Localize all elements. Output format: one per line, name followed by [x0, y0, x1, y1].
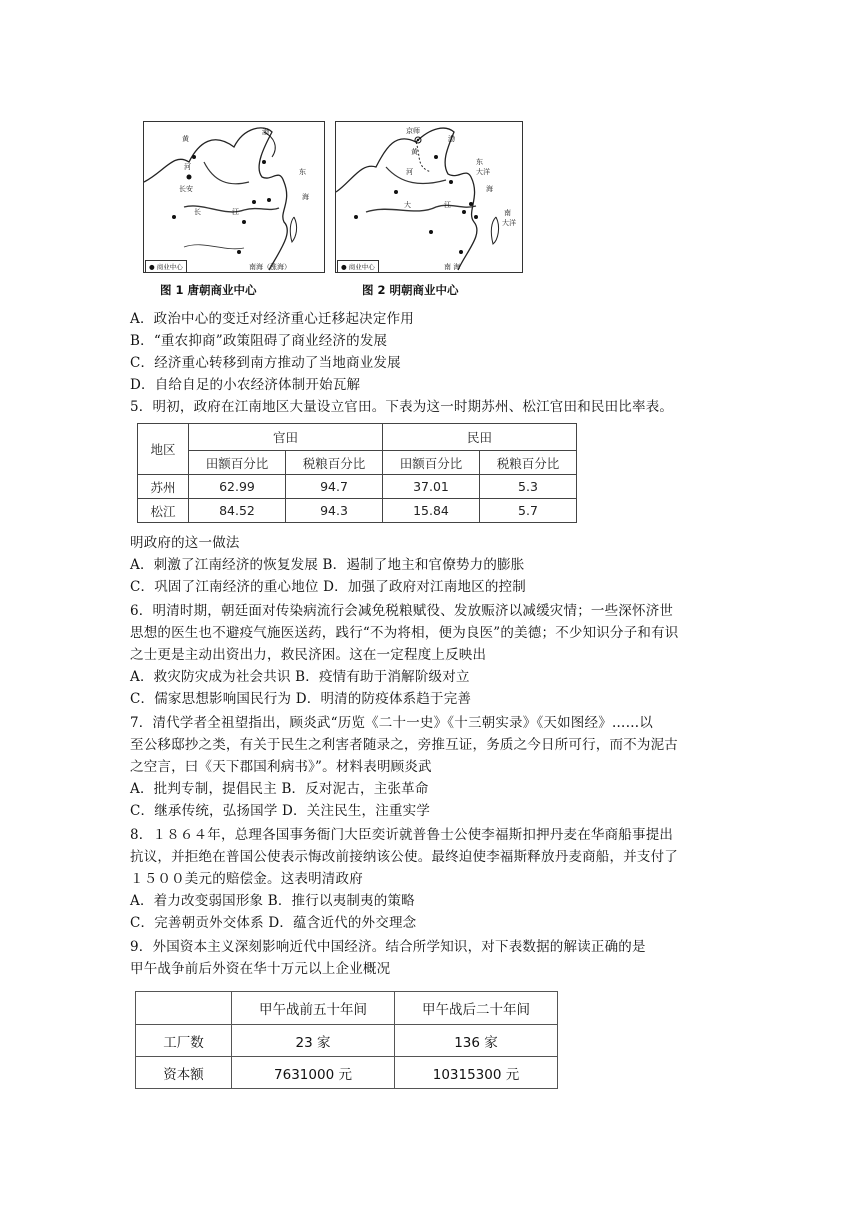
q6-line-2: 思想的医生也不避疫气施医送药，践行“不为将相，便为良医”的美德；不少知识分子和有识	[130, 625, 679, 641]
q5-table-header-guantian: 官田	[189, 424, 383, 451]
q9-table-header-blank	[136, 992, 232, 1025]
map1-label-nanhai: 南海（涨海）	[249, 263, 291, 271]
q4-option-c: C．经济重心转移到南方推动了当地商业发展	[130, 355, 401, 371]
map2-label-dayang: 大洋	[476, 168, 490, 176]
table-row	[138, 475, 577, 499]
q5-table-cell: 15.84	[383, 499, 480, 523]
q6-line-1: 6．明清时期，朝廷面对传染病流行会减免税粮赋役、发放赈济以减缓灾情；一些深怀济世	[130, 603, 674, 619]
map2-label-jingshi: 京师	[406, 127, 420, 135]
map1-label-bo: 渤	[262, 128, 269, 136]
map2-label-nanhai: 南 海	[444, 263, 461, 271]
q5-table-cell-region: 苏州	[138, 475, 189, 499]
map-tang-dynasty	[143, 121, 325, 273]
q5-table	[137, 423, 577, 523]
q7-options-cd: C．继承传统，弘扬国学 D．关注民生，注重实学	[130, 803, 431, 819]
map2-label-da: 大	[404, 201, 411, 209]
map1-label-hai: 海	[302, 193, 309, 201]
q9-table	[135, 991, 558, 1089]
q5-table-cell: 94.3	[286, 499, 383, 523]
q8-options-ab: A．着力改变弱国形象 B．推行以夷制夷的策略	[130, 893, 415, 909]
q4-option-a: A．政治中心的变迁对经济重心迁移起决定作用	[130, 311, 414, 327]
q5-table-cell: 94.7	[286, 475, 383, 499]
map1-label-jiang: 江	[232, 208, 239, 216]
q5-options-cd: C．巩固了江南经济的重心地位 D．加强了政府对江南地区的控制	[130, 579, 526, 595]
map-ming-dynasty	[335, 121, 523, 273]
q9-table-header: 甲午战前五十年间	[232, 992, 395, 1025]
q5-options-ab: A．刺激了江南经济的恢复发展 B．遏制了地主和官僚势力的膨胀	[130, 557, 525, 573]
q5-table-header-mintian: 民田	[383, 424, 577, 451]
map1-label-he: 河	[184, 163, 191, 171]
table-row	[136, 1057, 558, 1089]
map1-label-chang: 长	[194, 208, 201, 216]
q7-line-1: 7．清代学者全祖望指出，顾炎武“历览《二十一史》《十三朝实录》《天如图经》……以	[130, 715, 653, 731]
map2-caption: 图 2 明朝商业中心	[362, 283, 459, 297]
q5-table-subheader: 税粮百分比	[480, 451, 577, 475]
q6-options-cd: C．儒家思想影响国民行为 D．明清的防疫体系趋于完善	[130, 691, 472, 707]
q9-table-row-label: 工厂数	[136, 1025, 232, 1057]
q4-option-b: B．“重农抑商”政策阻碍了商业经济的发展	[130, 333, 388, 349]
q5-table-header-region: 地区	[138, 424, 189, 475]
map2-label-huang: 黄	[411, 148, 418, 156]
map2-label-nan: 南	[504, 209, 511, 217]
map2-label-bo: 渤	[448, 135, 455, 143]
q5-after-table: 明政府的这一做法	[130, 535, 240, 551]
map1-caption: 图 1 唐朝商业中心	[160, 283, 257, 297]
map1-legend: ● 商业中心	[145, 260, 187, 273]
q5-table-cell: 84.52	[189, 499, 286, 523]
map2-label-hai: 海	[486, 185, 493, 193]
q9-table-cell: 136 家	[395, 1025, 558, 1057]
q9-table-cell: 7631000 元	[232, 1057, 395, 1089]
q9-table-cell: 23 家	[232, 1025, 395, 1057]
map2-label-dayang2: 大洋	[502, 219, 516, 227]
q7-options-ab: A．批判专制，提倡民主 B．反对泥古，主张革命	[130, 781, 429, 797]
map1-label-dong: 东	[299, 168, 306, 176]
map-tang-outline	[144, 122, 324, 272]
q6-line-3: 之士更是主动出资出力，救民济困。这在一定程度上反映出	[130, 647, 487, 663]
q9-table-cell: 10315300 元	[395, 1057, 558, 1089]
q9-table-title: 甲午战争前后外资在华十万元以上企业概况	[130, 961, 391, 977]
q8-line-3: １５００美元的赔偿金。这表明清政府	[130, 871, 363, 887]
q5-table-cell: 62.99	[189, 475, 286, 499]
map-ming-outline	[336, 122, 522, 272]
q5-table-cell: 5.7	[480, 499, 577, 523]
q8-line-2: 抗议，并拒绝在普国公使表示悔改前接纳该公使。最终迫使李福斯释放丹麦商船，并支付了	[130, 849, 678, 865]
map2-legend: ● 商业中心	[337, 260, 379, 273]
q5-table-cell: 5.3	[480, 475, 577, 499]
q5-stem: 5．明初，政府在江南地区大量设立官田。下表为这一时期苏州、松江官田和民田比率表。	[130, 399, 674, 415]
q9-table-row-label: 资本额	[136, 1057, 232, 1089]
q5-table-subheader: 田额百分比	[383, 451, 480, 475]
q7-line-3: 之空言，曰《天下郡国利病书》”。材料表明顾炎武	[130, 759, 432, 775]
map2-label-dong: 东	[476, 158, 483, 166]
q5-table-cell-region: 松江	[138, 499, 189, 523]
q6-options-ab: A．救灾防灾成为社会共识 B．疫情有助于消解阶级对立	[130, 669, 470, 685]
map2-label-jiang: 江	[444, 201, 451, 209]
map1-label-changan: 长安	[179, 185, 193, 193]
table-row	[136, 1025, 558, 1057]
q8-options-cd: C．完善朝贡外交体系 D．蕴含近代的外交理念	[130, 915, 417, 931]
q9-stem: 9．外国资本主义深刻影响近代中国经济。结合所学知识，对下表数据的解读正确的是	[130, 939, 646, 955]
q8-line-1: 8．１８６４年，总理各国事务衙门大臣奕䜣就普鲁士公使李福斯扣押丹麦在华商船事提出	[130, 827, 674, 843]
map1-label-huang: 黄	[182, 135, 189, 143]
q4-option-d: D．自给自足的小农经济体制开始瓦解	[130, 377, 361, 393]
table-row	[138, 499, 577, 523]
q5-table-cell: 37.01	[383, 475, 480, 499]
q9-table-header: 甲午战后二十年间	[395, 992, 558, 1025]
q7-line-2: 至公移邸抄之类，有关于民生之利害者随录之，旁推互证，务质之今日所可行，而不为泥古	[130, 737, 678, 753]
map2-label-he: 河	[406, 168, 413, 176]
q5-table-subheader: 税粮百分比	[286, 451, 383, 475]
q5-table-subheader: 田额百分比	[189, 451, 286, 475]
